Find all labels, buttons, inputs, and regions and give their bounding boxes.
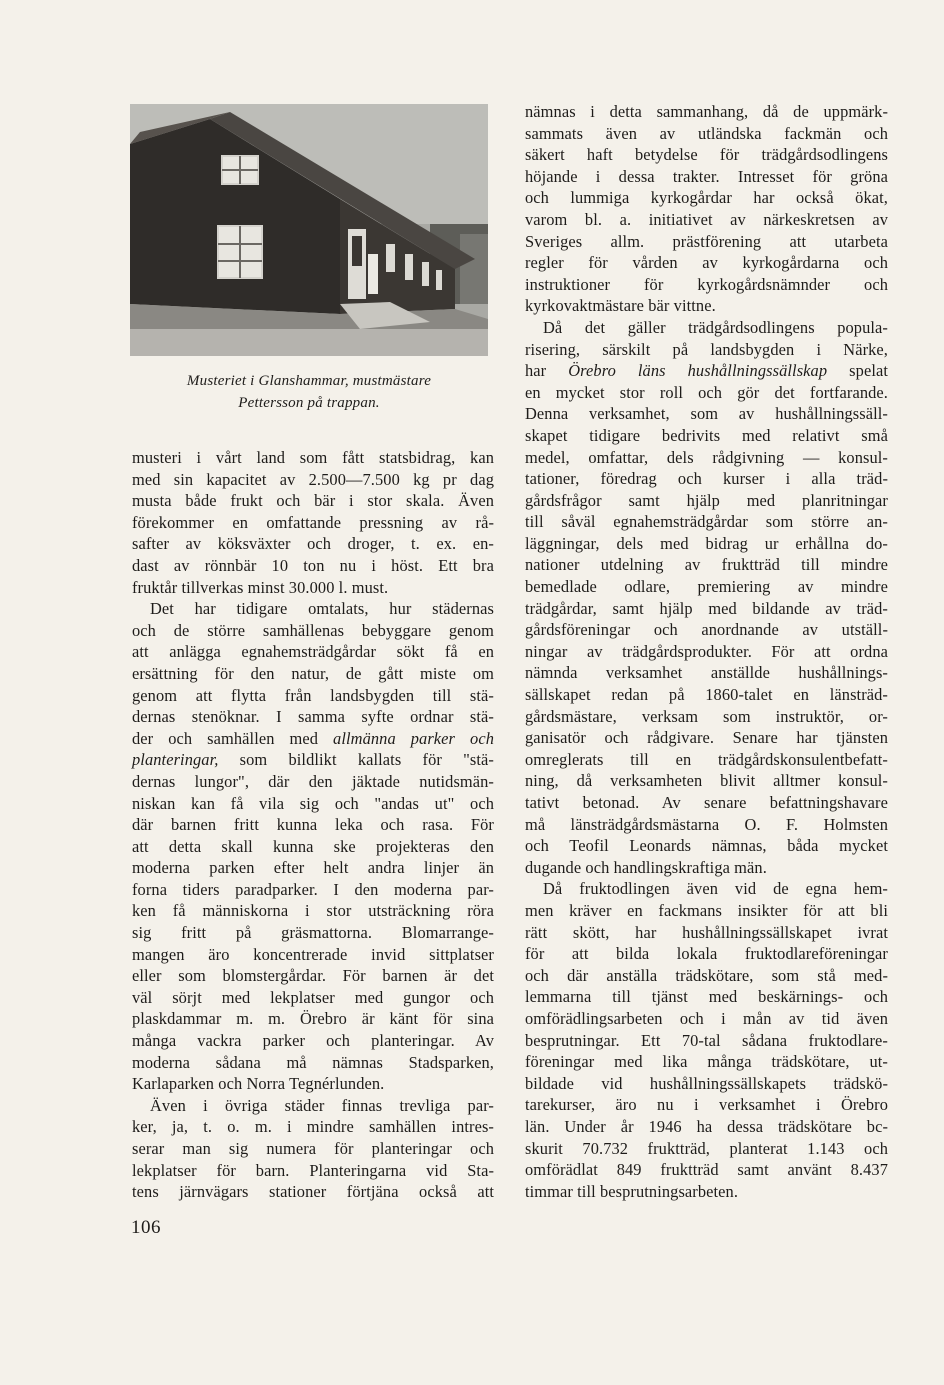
text-line: omförädlat 849 fruktträd samt använt 8.437 bbox=[525, 1160, 888, 1180]
text-line: Då fruktodlingen även vid de egna hem- bbox=[543, 879, 888, 899]
text-line: ningar av trädgårdsprodukter. För att ordna bbox=[525, 641, 888, 661]
text-line bbox=[132, 749, 494, 771]
text-line: skurit 70.732 fruktträd, planterat 1.143 och bbox=[525, 1138, 888, 1158]
left-text-column bbox=[132, 447, 494, 1203]
text-line: sig fritt på gräsmattorna. Blomarrange- bbox=[132, 923, 494, 943]
text-line: att anlägga egnahemsträdgårdar sökt få en bbox=[132, 642, 494, 662]
text-line: och där anställa trädskötare, som stå med- bbox=[525, 965, 888, 985]
text-line: dugande och handlingskraftiga män. bbox=[525, 857, 767, 877]
text-line: Även i övriga städer finnas trevliga par- bbox=[150, 1095, 494, 1115]
text-line: att detta skall kunna ske projekteras den bbox=[132, 836, 494, 856]
text-line: lemmarna till tjänst med beskärnings- och bbox=[525, 987, 888, 1007]
text-line: timmar till besprutningsarbeten. bbox=[525, 1181, 739, 1201]
text-line: ning, då verksamheten blivit alltmer konsul- bbox=[525, 771, 888, 791]
text-line: må länsträdgårdsmästarna O. F. Holmsten bbox=[525, 814, 888, 834]
text-line: trädgårdar, samt hjälp med bildande av träd- bbox=[525, 598, 888, 618]
text-line: dernas stenöknar. I samma syfte ordnar stä- bbox=[132, 707, 494, 727]
text-line: varom bl. a. initiativet av närkeskretsen av bbox=[525, 209, 888, 229]
text-line: eller som blomstergårdar. För barnen är det bbox=[132, 966, 494, 986]
text-line: moderna sådana må nämnas Stadsparken, bbox=[132, 1052, 494, 1072]
text-line: ersättning för den natur, de gått miste om bbox=[132, 663, 494, 683]
text-line: många vackra parker och planteringar. Av bbox=[132, 1031, 494, 1051]
text-line: kyrkovaktmästare bär vittne. bbox=[525, 296, 716, 316]
text-line: men kräver en fackmans insikter för att bli bbox=[525, 900, 888, 920]
text-line: nationer utdelning av fruktträd till mindre bbox=[525, 555, 888, 575]
text-line: Det har tidigare omtalats, hur städernas bbox=[150, 599, 494, 619]
text-line: safter av köksväxter och droger, t. ex. en- bbox=[132, 534, 494, 554]
text-line: Denna verksamhet, som av hushållningssäll- bbox=[525, 404, 888, 424]
text-line: sammats även av utländska fackmän och bbox=[525, 123, 888, 143]
text-line: ganisatör och rådgivare. Senare har tjänsten bbox=[525, 728, 888, 748]
text-line bbox=[132, 728, 494, 750]
text-line: tativt betonad. Av senare befattningshavare bbox=[525, 793, 888, 812]
text-line: ker, ja, t. o. m. i mindre samhällen intres- bbox=[132, 1117, 494, 1137]
text-line: säkert haft betydelse för trädgårdsodlingens bbox=[525, 145, 888, 165]
italic-text: planteringar, bbox=[132, 750, 219, 770]
caption-line: Musteriet i Glanshammar, mustmästare bbox=[186, 373, 432, 389]
text-line: besprutningar. Ett 70-tal sådana fruktodlare- bbox=[525, 1030, 888, 1050]
text-run: som bildlikt kallats för "stä- bbox=[218, 750, 494, 770]
text-line: där barnen fritt kunna leka och rasa. För bbox=[132, 815, 494, 835]
text-line: lekplatser för barn. Planteringarna vid Sta- bbox=[132, 1160, 494, 1180]
text-line: serar man sig numera för planteringar och bbox=[132, 1139, 494, 1158]
text-line: Sveriges allm. prästförening att utarbeta bbox=[525, 231, 888, 251]
text-line: län. Under år 1946 ha dessa trädskötare bc- bbox=[525, 1116, 888, 1136]
page-number: 106 bbox=[131, 1217, 161, 1238]
text-run: har bbox=[525, 361, 569, 381]
text-line: nämnda verksamhet anställde hushållnings- bbox=[525, 663, 888, 683]
text-line: gårdsfrågor samt hjälp med planritningar bbox=[525, 490, 888, 510]
text-line: omförädlingsarbeten och i mån av tid även bbox=[525, 1008, 888, 1028]
text-line: bemedlade odlare, premiering av mindre bbox=[525, 577, 888, 597]
italic-text: allmänna parker och bbox=[333, 728, 494, 748]
text-line: regler för vården av kyrkogårdarna och bbox=[525, 253, 888, 273]
text-line: dernas lungor", där den jäktade nutidsmän- bbox=[132, 771, 494, 791]
text-line: för att bilda lokala fruktodlareföreningar bbox=[525, 944, 888, 964]
text-line: musteri i vårt land som fått statsbidrag, kan bbox=[132, 448, 494, 467]
text-line: läggningar, dels med bidrag ur erhållna do- bbox=[525, 533, 888, 553]
text-line: mangen äro koncentrerade invid sittplatser bbox=[132, 944, 494, 964]
italic-text: Örebro läns hushållningssällskap bbox=[568, 361, 828, 381]
text-line: musta både frukt och bär i stor skala. Även bbox=[132, 491, 494, 511]
text-line: till såväl egnahemsträdgårdar som större an- bbox=[525, 512, 888, 532]
text-line: sällskapet redan på 1860-talet en länsträd- bbox=[525, 685, 888, 705]
photo-caption bbox=[130, 370, 488, 414]
text-run: spelat bbox=[827, 361, 888, 381]
text-line: skapet tidigare bedrivits med relativt små bbox=[525, 425, 888, 445]
text-line: väl sörjt med lekplatser med gungor och bbox=[132, 987, 494, 1007]
text-line: genom att flytta från landsbygden till stä- bbox=[132, 685, 494, 705]
text-line: och de större samhällenas bebyggare genom bbox=[132, 620, 494, 640]
text-line: och Teofil Leonards nämnas, båda mycket bbox=[525, 836, 888, 856]
text-line bbox=[525, 360, 888, 382]
text-line: med sin kapacitet av 2.500—7.500 kg pr dag bbox=[132, 469, 494, 489]
text-line: en mycket stor roll och gör det fortfarande. bbox=[525, 382, 888, 402]
text-line: medel, omfattar, dels rådgivning — konsul- bbox=[525, 447, 888, 467]
text-line: bildade vid hushållningssällskapets trädskö- bbox=[525, 1073, 888, 1093]
text-line: tens järnvägars stationer förtjäna också att bbox=[132, 1182, 494, 1202]
text-line: förekommer en omfattande pressning av rå- bbox=[132, 512, 494, 532]
text-line: risering, särskilt på landsbygden i Närke, bbox=[525, 339, 888, 359]
text-line: gårdsföreningar och anordnande av utställ- bbox=[525, 620, 888, 640]
text-run: der och samhällen med bbox=[132, 728, 334, 748]
text-line: gårdsmästare, verksam som instruktör, or- bbox=[525, 706, 888, 726]
text-line: rätt skött, har hushållningssällskapet ivrat bbox=[525, 922, 888, 942]
text-line: instruktioner för kyrkogårdsnämnder och bbox=[525, 274, 888, 294]
text-line: fruktår tillverkas minst 30.000 l. must. bbox=[132, 577, 389, 597]
text-line: moderna parken efter helt andra linjer än bbox=[132, 858, 494, 878]
text-line: Karlaparken och Norra Tegnérlunden. bbox=[132, 1074, 385, 1094]
text-line: forna tiders paradparker. I den moderna par- bbox=[132, 879, 494, 899]
text-line: omreglerats till en trädgårdskonsulentbefatt- bbox=[525, 749, 888, 769]
photograph-musteriet bbox=[130, 104, 488, 356]
text-line: niskan kan få vila sig och "andas ut" och bbox=[132, 793, 494, 813]
text-line: föreningar med lika många trädskötare, ut- bbox=[525, 1052, 888, 1072]
text-line: nämnas i detta sammanhang, då de uppmärk- bbox=[525, 102, 888, 121]
text-line: tationer, föredrag och kurser i alla träd- bbox=[525, 469, 888, 489]
text-line: tarekurser, äro nu i verksamhet i Örebro bbox=[525, 1095, 888, 1115]
text-line: dast av rönnbär 10 ton nu i höst. Ett bra bbox=[132, 555, 494, 575]
text-line: plaskdammar m. m. Örebro är känt för sina bbox=[132, 1009, 494, 1029]
right-text-column bbox=[525, 101, 888, 1202]
text-line: höjande i dessa trakter. Intresset för gröna bbox=[525, 166, 888, 186]
text-line: Då det gäller trädgårdsodlingens popula- bbox=[543, 317, 888, 337]
caption-line: Pettersson på trappan. bbox=[238, 395, 380, 411]
text-line: ken få människorna i stor utsträckning röra bbox=[132, 901, 494, 921]
text-line: och lummiga kyrkogårdar har också ökat, bbox=[525, 188, 888, 208]
